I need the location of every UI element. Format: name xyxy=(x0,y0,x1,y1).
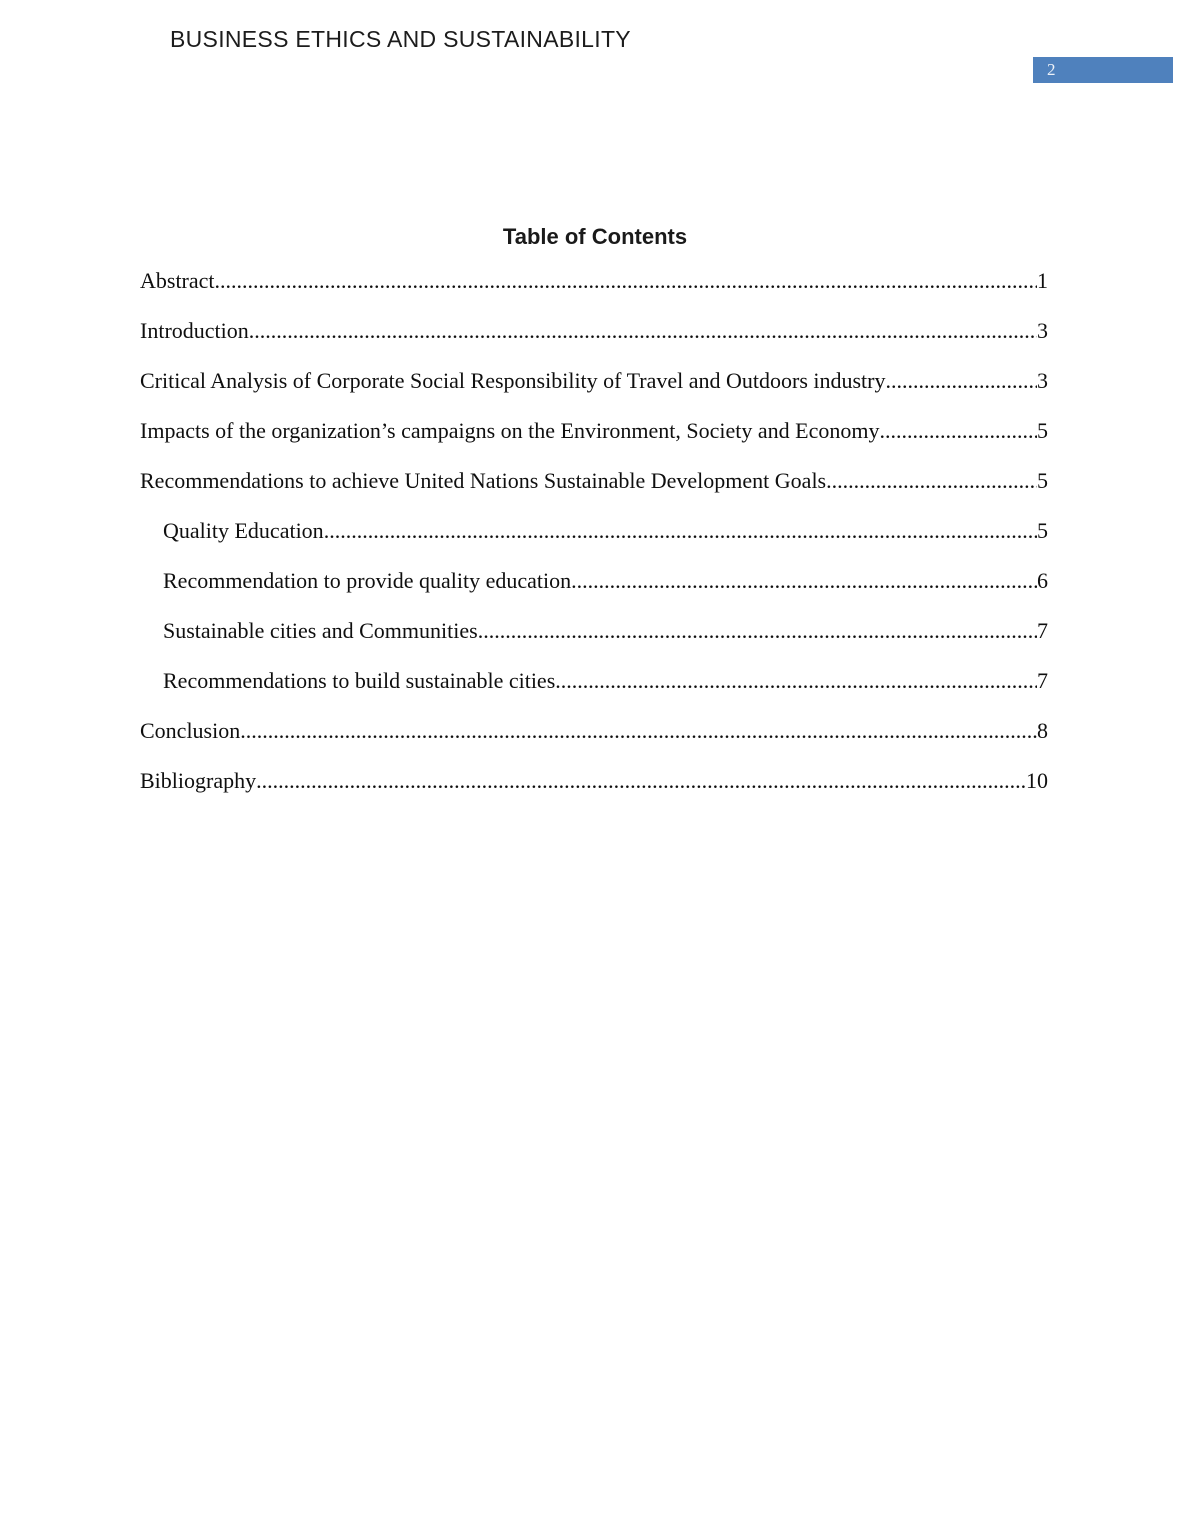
toc-entry xyxy=(140,568,1048,618)
toc-dot-leader xyxy=(571,568,1037,594)
toc-entry-page: 1 xyxy=(1037,268,1048,293)
toc-entry-label: Conclusion xyxy=(140,718,241,743)
toc-entry-page: 3 xyxy=(1037,318,1048,343)
toc-entry-page: 7 xyxy=(1037,618,1048,643)
toc-entry-page: 6 xyxy=(1037,568,1048,593)
toc-list xyxy=(140,268,1048,818)
toc-entry-page: 5 xyxy=(1037,418,1048,443)
toc-entry-label: Recommendations to achieve United Nations Sustainable Development Goals xyxy=(140,468,827,493)
toc-entry xyxy=(140,468,1048,518)
toc-entry-label: Bibliography xyxy=(140,768,257,793)
toc-dot-leader xyxy=(555,668,1037,694)
header-title: BUSINESS ETHICS AND SUSTAINABILITY xyxy=(170,26,631,52)
toc-entry-label: Impacts of the organization’s campaigns on the Environment, Society and Economy xyxy=(140,418,880,443)
toc-entry-label: Quality Education xyxy=(163,518,324,543)
toc-title: Table of Contents xyxy=(502,224,688,249)
toc-entry xyxy=(140,318,1048,368)
toc-entry xyxy=(140,768,1048,818)
toc-dot-leader xyxy=(249,318,1037,344)
toc-entry-label: Sustainable cities and Communities xyxy=(163,618,478,643)
toc-entry-page: 5 xyxy=(1037,518,1048,543)
toc-entry xyxy=(140,668,1048,718)
toc-entry xyxy=(140,718,1048,768)
page-number-box xyxy=(1033,57,1173,83)
toc-entry-label: Abstract xyxy=(140,268,215,293)
toc-entry-label: Recommendations to build sustainable cities xyxy=(163,668,556,693)
toc-entry xyxy=(140,518,1048,568)
toc-dot-leader xyxy=(886,368,1038,394)
toc-entry-label: Critical Analysis of Corporate Social Responsibility of Travel and Outdoors industry xyxy=(140,368,886,393)
toc-entry-label: Recommendation to provide quality education xyxy=(163,568,572,593)
toc-entry-page: 5 xyxy=(1037,468,1048,493)
toc-entry-page: 3 xyxy=(1037,368,1048,393)
toc-entry xyxy=(140,418,1048,468)
toc-dot-leader xyxy=(324,518,1037,544)
toc-dot-leader xyxy=(215,268,1037,294)
toc-dot-leader xyxy=(826,468,1037,494)
toc-entry xyxy=(140,618,1048,668)
toc-entry-label: Introduction xyxy=(140,318,249,343)
toc-dot-leader xyxy=(879,418,1037,444)
toc-entry-page: 8 xyxy=(1037,718,1048,743)
toc-entry xyxy=(140,368,1048,418)
toc-dot-leader xyxy=(256,768,1026,794)
toc-entry-page: 7 xyxy=(1037,668,1048,693)
page-number: 2 xyxy=(1047,60,1056,79)
toc-dot-leader xyxy=(478,618,1037,644)
toc-entry-page: 10 xyxy=(1026,768,1048,793)
toc-dot-leader xyxy=(240,718,1037,744)
toc-entry xyxy=(140,268,1048,318)
